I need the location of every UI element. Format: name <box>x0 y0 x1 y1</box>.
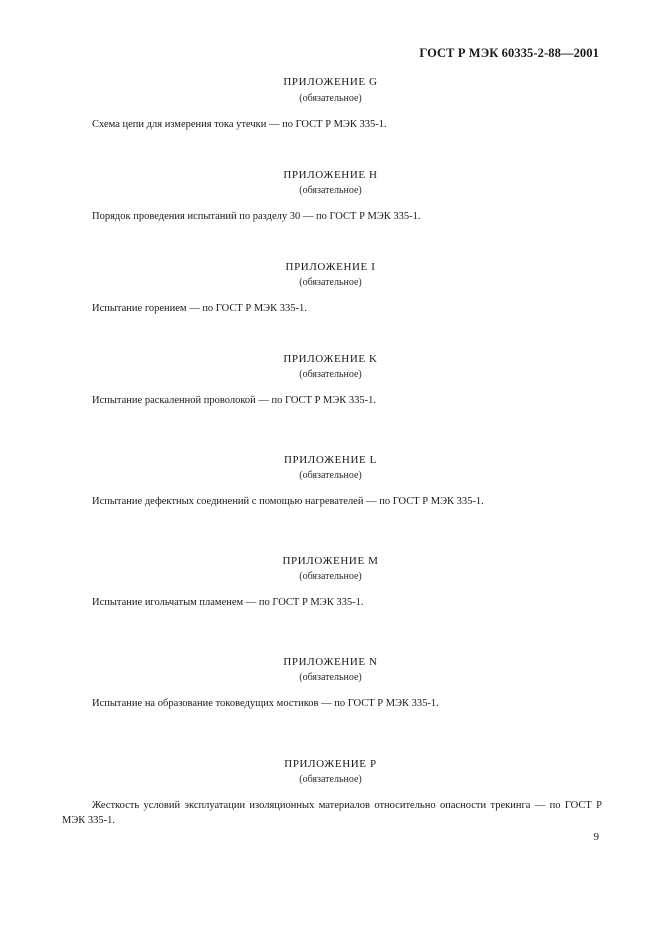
appendix-subtitle: (обязательное) <box>299 470 362 481</box>
appendix-subtitle: (обязательное) <box>299 277 362 288</box>
appendix-subtitle: (обязательное) <box>299 93 362 104</box>
appendix-title: ПРИЛОЖЕНИЕ I <box>285 261 376 273</box>
appendix-text: Испытание на образование токоведущих мостиков — по ГОСТ Р МЭК 335-1. <box>92 698 439 709</box>
appendix-title: ПРИЛОЖЕНИЕ L <box>284 454 377 466</box>
appendix-title: ПРИЛОЖЕНИЕ M <box>282 555 379 567</box>
appendix-title: ПРИЛОЖЕНИЕ K <box>283 353 378 365</box>
appendix-text: Жесткость условий эксплуатации изоляционных материалов относительно опасности трекинга — по ГОСТ Р МЭК 335-1. <box>62 800 602 826</box>
appendix-text: Испытание игольчатым пламенем — по ГОСТ Р МЭК 335-1. <box>92 597 364 608</box>
appendix-subtitle: (обязательное) <box>299 369 362 380</box>
appendix-text: Испытание дефектных соединений с помощью нагревателей — по ГОСТ Р МЭК 335-1. <box>92 496 484 507</box>
appendix-subtitle: (обязательное) <box>299 774 362 785</box>
appendix-title: ПРИЛОЖЕНИЕ N <box>283 656 378 668</box>
appendix-subtitle: (обязательное) <box>299 185 362 196</box>
appendix-title: ПРИЛОЖЕНИЕ G <box>283 76 378 88</box>
appendix-title: ПРИЛОЖЕНИЕ H <box>283 169 378 181</box>
appendix-subtitle: (обязательное) <box>299 571 362 582</box>
appendix-title: ПРИЛОЖЕНИЕ P <box>284 758 377 770</box>
appendix-text: Схема цепи для измерения тока утечки — по ГОСТ Р МЭК 335-1. <box>92 119 387 130</box>
appendix-subtitle: (обязательное) <box>299 672 362 683</box>
page-number: 9 <box>593 831 599 843</box>
appendix-text: Испытание горением — по ГОСТ Р МЭК 335-1. <box>92 303 307 314</box>
appendix-text: Испытание раскаленной проволокой — по ГОСТ Р МЭК 335-1. <box>92 395 377 406</box>
appendix-text: Порядок проведения испытаний по разделу 30 — по ГОСТ Р МЭК 335-1. <box>92 211 421 222</box>
document-header-id: ГОСТ Р МЭК 60335-2-88—2001 <box>419 46 599 60</box>
